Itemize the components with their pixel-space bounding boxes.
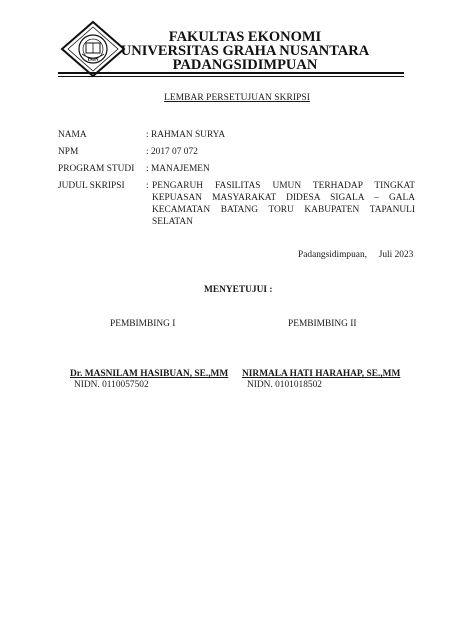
judul-label: JUDUL SKRIPSI bbox=[58, 181, 125, 191]
npm-label: NPM bbox=[58, 147, 79, 157]
advisor-1-role: PEMBIMBING I bbox=[110, 319, 176, 329]
university-name: UNIVERSITAS GRAHA NUSANTARA bbox=[120, 43, 370, 59]
advisor-1-name: Dr. MASNILAM HASIBUAN, SE.,MM bbox=[70, 369, 229, 379]
university-logo bbox=[60, 20, 126, 78]
judul-line-3: KECAMATAN BATANG TORU KABUPATEN TAPANULI bbox=[152, 205, 415, 215]
judul-line-1: PENGARUH FASILITAS UMUN TERHADAP TINGKAT bbox=[152, 181, 415, 191]
advisor-2-name: NIRMALA HATI HARAHAP, SE.,MM bbox=[242, 369, 401, 379]
header-rule-thick bbox=[58, 72, 404, 74]
place-date: Padangsidimpuan, Juli 2023 bbox=[298, 250, 414, 260]
advisor-2-nidn: NIDN. 0101018502 bbox=[247, 380, 322, 390]
prodi-label: PROGRAM STUDI bbox=[58, 164, 135, 174]
advisor-2-role: PEMBIMBING II bbox=[288, 319, 357, 329]
header-rule-thin bbox=[58, 76, 404, 77]
judul-colon: : bbox=[146, 181, 149, 191]
approval-heading: MENYETUJUI : bbox=[204, 285, 273, 295]
judul-line-4: SELATAN bbox=[152, 217, 193, 227]
faculty-name: FAKULTAS EKONOMI bbox=[168, 29, 322, 45]
advisor-1-nidn: NIDN. 0110057502 bbox=[74, 380, 149, 390]
document-title: LEMBAR PERSETUJUAN SKRIPSI bbox=[164, 93, 310, 103]
name-value: : RAHMAN SURYA bbox=[146, 130, 226, 140]
city-name: PADANGSIDIMPUAN bbox=[172, 57, 318, 73]
judul-line-2: KEPUASAN MASYARAKAT DIDESA SIGALA – GALA bbox=[152, 193, 415, 203]
prodi-value: : MANAJEMEN bbox=[146, 164, 210, 174]
logo-text: UGN bbox=[87, 58, 99, 63]
npm-value: : 2017 07 072 bbox=[146, 147, 198, 157]
name-label: NAMA bbox=[58, 130, 87, 140]
